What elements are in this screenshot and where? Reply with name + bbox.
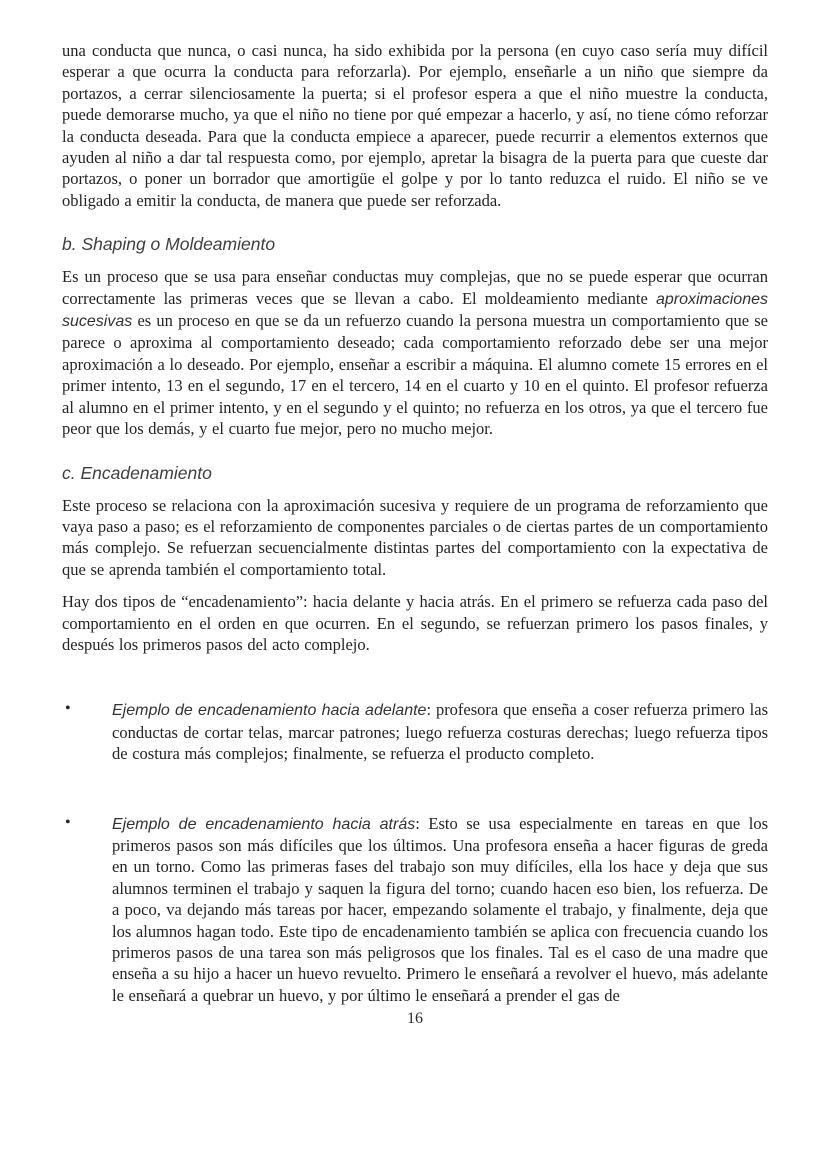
forward-example-text: : profesora que enseña a coser refuerza primero las conductas de cortar telas, marcar patrones; luego refuerza costuras derechas; luego refuerza tipos de costura más complejos; finalmente, se refuerza el producto completo. (112, 700, 768, 764)
paragraph-chaining-2: Hay dos tipos de “encadenamiento”: hacia delante y hacia atrás. En el primero se refuerza cada paso del comportamiento en el orden en que ocurren. En el segundo, se refuerzan primero los pasos finales, y después los primeros pasos del acto complejo. (62, 592, 768, 654)
paragraph-intro-continuation: una conducta que nunca, o casi nunca, ha sido exhibida por la persona (en cuyo caso sería muy difícil esperar a que ocurra la conducta para reforzarla). Por ejemplo, enseñarle a un niño que siempre da portazos, a cerrar silenciosamente la puerta; si el profesor espera a que el niño muestre la conducta, puede demorarse mucho, ya que el niño no tiene por qué empezar a hacerlo, y así, no tiene cómo reforzar la conducta deseada. Para que la conducta empiece a aparecer, puede recurrir a elementos externos que ayuden al niño a dar tal respuesta como, por ejemplo, apretar la bisagra de la puerta para que cueste dar portazos, o poner un borrador que amortigüe el golpe y por lo tanto reduzca el ruido. El niño se ve obligado a emitir la conducta, de manera que puede ser reforzada. (62, 41, 768, 210)
paragraph-shaping-italic-phrase: aproximaciones sucesivas (62, 290, 768, 331)
paragraph-shaping (62, 266, 768, 439)
forward-example-lead: Ejemplo de encadenamiento hacia adelante (112, 702, 427, 720)
backward-example-lead: Ejemplo de encadenamiento hacia atrás (112, 815, 416, 833)
bullet-icon: • (65, 813, 71, 831)
page-number: 16 (407, 1010, 423, 1028)
paragraph-shaping-run1: Es un proceso que se usa para enseñar conductas muy complejas, que no se puede esperar que ocurran correctamente las primeras veces que se llevan a cabo. El moldeamiento mediante (62, 267, 768, 308)
examples-list (62, 699, 768, 1006)
bullet-icon: • (65, 700, 71, 718)
heading-shaping: b. Shaping o Moldeamiento (62, 234, 276, 255)
heading-chaining: c. Encadenamiento (62, 462, 212, 483)
backward-example-text: : Esto se usa especialmente en tareas en que los primeros pasos son más difíciles que los últimos. Una profesora enseña a hacer figuras de greda en un torno. Como las primeras fases del trabajo son muy difíciles, ella los hace y deja que sus alumnos terminen el trabajo y saquen la figura del torno; cuando hacen eso bien, los refuerza. De a poco, va dejando más tareas por hacer, empezando solamente el trabajo, y finalmente, deja que los alumnos hagan todo. Este tipo de encadenamiento también se aplica con frecuencia cuando los primeros pasos de una tarea son más peligrosos que los finales. Tal es el caso de una madre que enseña a su hijo a hacer un huevo revuelto. Primero le enseñará a revolver el huevo, más adelante le enseñará a quebrar un huevo, y por último le enseñará a prender el gas de (112, 813, 769, 1005)
paragraph-shaping-run2: es un proceso en que se da un refuerzo cuando la persona muestra un comportamiento que se parece o aproxima al comportamiento deseado; cada comportamiento reforzado debe ser una mejor aproximación a lo deseado. Por ejemplo, enseñar a escribir a máquina. El alumno comete 15 errores en el primer intento, 13 en el segundo, 17 en el tercero, 14 en el cuarto y 10 en el quinto. El profesor refuerza al alumno en el primer intento, y en el segundo y el quinto; no refuerza en los otros, ya que el tercero fue peor que los demás, y el cuarto fue mejor, pero no mucho mejor. (62, 311, 768, 439)
list-item-backward-chaining-example (62, 813, 768, 1007)
paragraph-chaining-1: Este proceso se relaciona con la aproximación sucesiva y requiere de un programa de reforzamiento que vaya paso a paso; es el reforzamiento de componentes parciales o de ciertas partes de un comportamiento más complejo. Se refuerzan secuencialmente distintas partes del comportamiento con la expectativa de que se aprenda también el comportamiento total. (62, 495, 768, 579)
list-item-forward-chaining-example (62, 699, 768, 764)
